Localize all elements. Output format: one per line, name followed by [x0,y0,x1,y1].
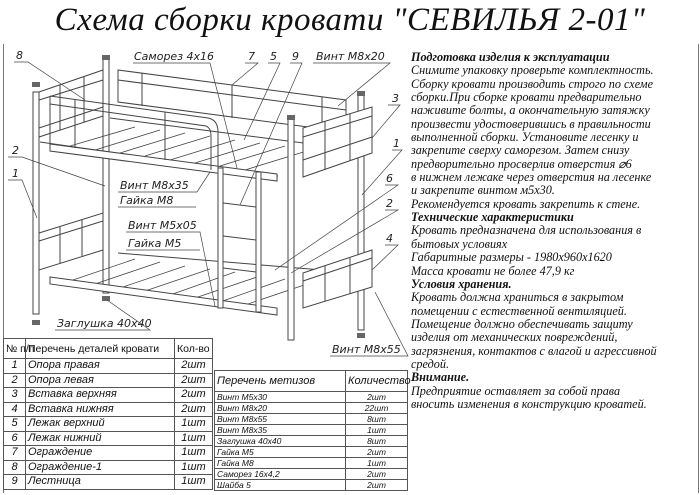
hardware-quantity: 2шт [346,447,408,458]
part-name: Ограждение [26,446,175,461]
post-left-front [33,92,39,314]
table-row [4,475,213,490]
callout-vint-m8x20: Винт М8х20 [316,50,385,63]
text-line: Кровать предназначена для использования в [411,223,642,238]
table-row [215,403,408,414]
part-number: 8 [4,460,26,475]
hardware-quantity: 2шт [346,469,408,480]
part-name: Вставка нижняя [26,402,175,417]
callout-5: 5 [270,50,277,63]
col-number: № п/п [4,339,26,359]
part-number: 2 [4,373,26,388]
part-number: 4 [4,402,26,417]
callout-1-left: 1 [12,167,19,180]
hardware-quantity: 22шт [346,403,408,414]
callout-2-left: 2 [12,144,19,157]
callout-3: 3 [392,92,399,105]
part-number: 5 [4,417,26,432]
text-line: Кровать должна храниться в закрытом [411,290,624,305]
part-number: 7 [4,446,26,461]
hardware-name: Гайка М5 [215,447,346,458]
table-row [4,431,213,446]
table-row [215,392,408,403]
table-row [215,480,408,491]
callout-vint-m8x55: Винт М8х55 [332,343,401,356]
part-quantity: 1шт [175,431,213,446]
table-row [215,425,408,436]
hardware-name: Саморез 16х4,2 [215,469,346,480]
callout-7: 7 [248,50,255,63]
hardware-quantity: 1шт [346,425,408,436]
hardware-name: Гайка М8 [215,458,346,469]
callout-6: 6 [386,172,393,185]
section-heading: Технические характеристики [411,210,574,225]
part-quantity: 1шт [175,446,213,461]
instructions-text [411,51,699,411]
text-line: загрязнения, контактов с влагой и агрессивной [411,343,657,358]
callout-gayka-m8: Гайка М8 [120,194,174,207]
left-upper-insert [39,70,103,137]
table-row [4,446,213,461]
parts-table-header [4,339,213,359]
hardware-quantity: 2шт [346,480,408,491]
table-row [4,417,213,432]
col-quantity: Кол-во [175,339,213,359]
part-quantity: 2шт [175,359,213,374]
part-name: Лежак верхний [26,417,175,432]
text-line: Снимите упаковку проверьте комплектность. [411,63,654,78]
hardware-name: Винт М8х20 [215,403,346,414]
section-heading: Подготовка изделия к эксплуатации [411,50,610,64]
col-part-name: Перечень деталей кровати [26,339,175,359]
callout-4: 4 [386,232,393,245]
parts-table [3,338,213,490]
part-number: 6 [4,431,26,446]
part-name: Лежак нижний [26,431,175,446]
part-quantity: 1шт [175,417,213,432]
callout-2-right: 2 [386,197,393,210]
section-heading: Внимание. [411,370,470,385]
callout-samorez: Саморез 4х16 [134,50,215,63]
table-row [4,373,213,388]
text-line: наживите болты, а окончательную затяжку [411,103,650,118]
callout-gayka-m5: Гайка М5 [128,237,182,250]
part-quantity: 2шт [175,388,213,403]
callout-1-right: 1 [393,137,400,150]
part-number: 9 [4,475,26,490]
ladder [218,168,261,312]
text-line: Масса кровати не более 47,9 кг [411,263,575,278]
text-line: закрепите сверху саморезом. Затем снизу [411,143,630,158]
table-row [4,460,213,475]
text-line: и закрепите винтом м5х30. [411,183,555,198]
part-quantity: 1шт [175,460,213,475]
text-line: Предприятие оставляет за собой права [411,383,621,398]
post-right-front [288,118,294,340]
left-lower-insert [39,213,103,270]
table-row [215,436,408,447]
table-row [215,447,408,458]
callout-zaglushka: Заглушка 40х40 [57,317,152,330]
upper-bed-front-rail [50,144,277,181]
hardware-table [214,370,411,491]
part-quantity: 1шт [175,475,213,490]
text-line: бытовых условиях [411,236,508,251]
part-number: 3 [4,388,26,403]
part-name: Ограждение-1 [26,460,175,475]
part-name: Опора правая [26,359,175,374]
hardware-name: Винт М5х30 [215,392,346,403]
section-heading: Условия хранения. [411,276,512,291]
table-row [215,458,408,469]
hardware-name: Винт М8х55 [215,414,346,425]
text-line: предворительно просверлив отверстия ⌀6 [411,156,632,171]
text-line: выполненной сборки. Установите лесенку и [411,130,639,145]
callout-vint-m5x05: Винт М5х05 [128,219,197,232]
part-number: 1 [4,359,26,374]
callout-vint-m8x35: Винт М8х35 [120,179,189,192]
callout-8: 8 [16,49,23,62]
lower-bed-front-rail [50,277,277,315]
part-name: Опора левая [26,373,175,388]
hardware-table-header [215,371,408,392]
post-left-rear [103,57,109,293]
text-line: средой. [411,356,450,371]
text-line: Рекомендуется кровать закрепить к стене. [411,196,641,211]
part-name: Лестница [26,475,175,490]
table-row [215,414,408,425]
hardware-name: Шайба 5 [215,480,346,491]
hardware-quantity: 8шт [346,414,408,425]
page-title: Схема сборки кровати "СЕВИЛЬЯ 2-01" [54,2,646,38]
text-line: Помещение должно обеспечивать защиту [411,316,633,331]
hardware-quantity: 2шт [346,392,408,403]
table-row [215,469,408,480]
part-name: Вставка верхняя [26,388,175,403]
hardware-quantity: 1шт [346,458,408,469]
part-quantity: 2шт [175,373,213,388]
col-hardware-name: Перечень метизов [215,371,346,392]
table-row [4,402,213,417]
text-line: в нижнем лежаке через отверстия на лесенке [411,170,652,185]
bed-assembly-drawing [0,0,410,365]
table-row [4,388,213,403]
text-line: изделия от механических повреждений, [411,330,618,345]
text-line: произвести удостоверившись в правильности [411,116,651,131]
table-row [4,359,213,374]
col-hardware-quantity: Количество [346,371,408,392]
text-line: Сборку кровати производить строго по схеме [411,76,653,91]
hardware-name: Винт М8х35 [215,425,346,436]
hardware-name: Заглушка 40х40 [215,436,346,447]
text-line: сборки.При сборке кровати предварительно [411,90,642,105]
text-line: Габаритные размеры - 1980х960х1620 [411,250,612,265]
text-line: помещении с естественной вентиляцией. [411,303,627,318]
callout-9: 9 [292,50,299,63]
part-quantity: 2шт [175,402,213,417]
hardware-quantity: 8шт [346,436,408,447]
text-line: вносить изменения в конструкцию кроватей. [411,396,647,411]
